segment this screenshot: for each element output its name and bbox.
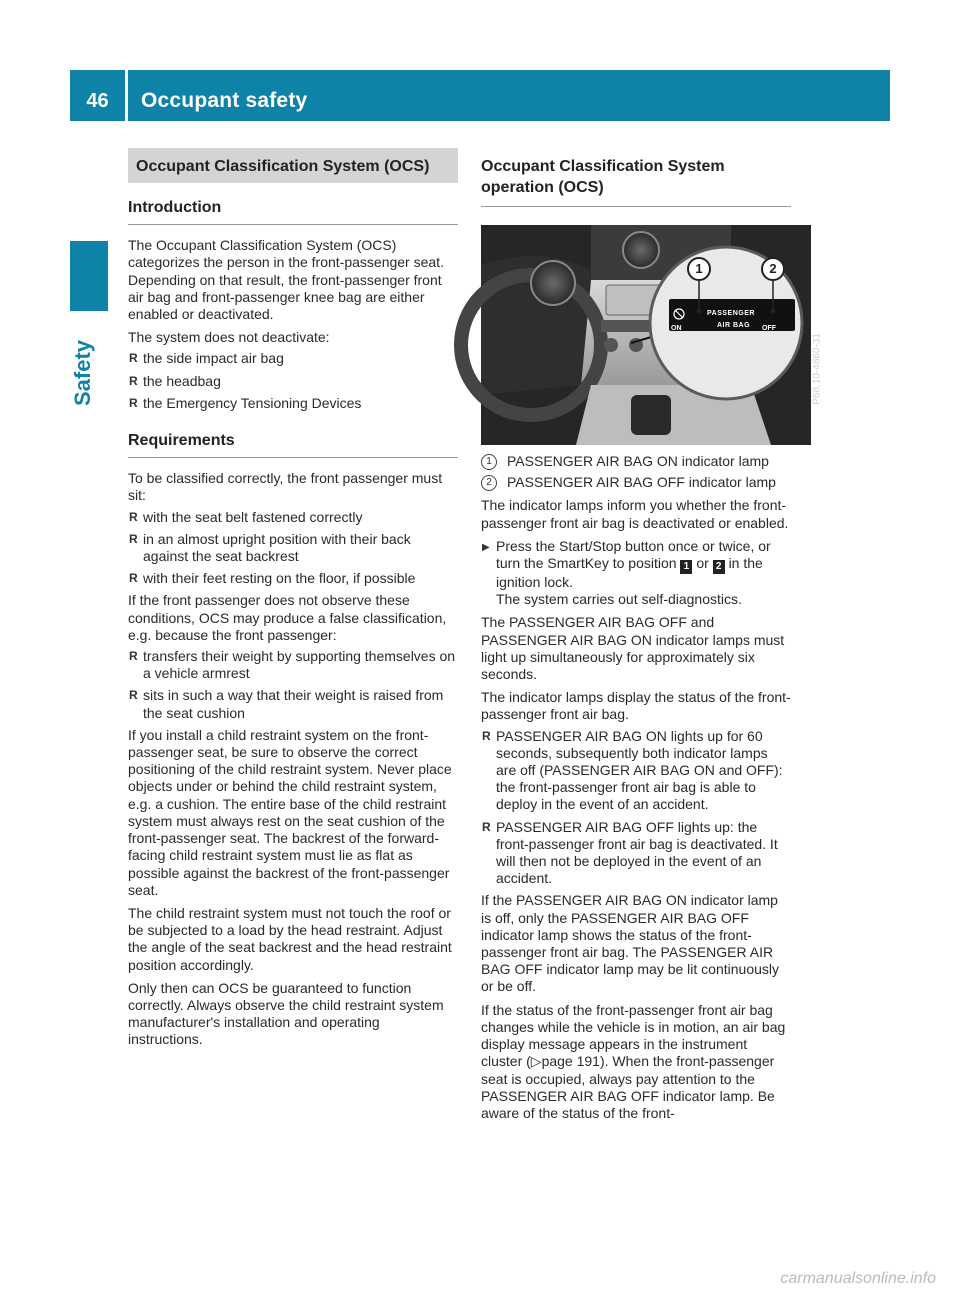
intro-paragraph: The system does not deactivate: — [128, 329, 330, 346]
list-item: R with their feet resting on the floor, if possible — [128, 570, 458, 587]
body-paragraph: The indicator lamps inform you whether the front-passenger front air bag is deactivated or enabled. — [481, 497, 789, 531]
requirements-paragraph: If the front passenger does not observe these conditions, OCS may produce a false classification, e.g. because the front passenger: — [128, 592, 447, 643]
body-paragraph: If the PASSENGER AIR BAG ON indicator lamp is off, only the PASSENGER AIR BAG OFF indicator lamp shows the status of the front-passenger front air bag. The PASSENGER AIR BAG OFF indicator lamp may be lit continuously or be off. — [481, 892, 780, 995]
status-list — [481, 728, 791, 888]
body-paragraph: The PASSENGER AIR BAG OFF and PASSENGER AIR BAG ON indicator lamps must light up simultaneously for approximately six seconds. — [481, 614, 785, 683]
intro-list — [128, 350, 458, 412]
body-paragraph — [481, 1002, 791, 1122]
key-position-1: 1 — [680, 560, 692, 574]
list-item: R the side impact air bag — [128, 350, 458, 367]
child-restraint-paragraph: The child restraint system must not touch the roof or be subjected to a load by the head restraint. Adjust the angle of the seat backrest and the head restraint position accordingly. — [128, 904, 452, 973]
ocs-title-box: Occupant Classification System (OCS) — [128, 148, 458, 183]
misclassification-list — [128, 648, 458, 722]
left-column — [128, 148, 458, 1049]
legend-number: 2 — [481, 475, 497, 491]
page-number: 46 — [86, 90, 109, 112]
section-title: Occupant safety — [141, 89, 308, 112]
legend-item-off — [481, 474, 791, 491]
list-item: R PASSENGER AIR BAG ON lights up for 60 seconds, subsequently both indicator lamps are off (PASSENGER AIR BAG ON and OFF): the front-passenger front air bag is able to deploy in the event of an accident. — [481, 728, 791, 814]
dashboard-illustration — [481, 225, 823, 445]
child-restraint-paragraph: Only then can OCS be guaranteed to function correctly. Always observe the child restraint system manufacturer's installation and operating instructions. — [128, 979, 444, 1048]
list-item: R transfers their weight by supporting themselves on a vehicle armrest — [128, 648, 458, 682]
paragraph-text: ). When the front-passenger seat is occupied, always pay attention to the PASSENGER AIR BAG OFF indicator lamp. Be aware of the status of the front- — [481, 1053, 775, 1121]
list-item: R sits in such a way that their weight is raised from the seat cushion — [128, 687, 458, 721]
instruction-step — [481, 538, 791, 609]
intro-paragraph: The Occupant Classification System (OCS) categorizes the person in the front-passenger seat. Depending on that result, the front-passenger front air bag and front-passenger knee bag are either enabled or deactivated. — [128, 237, 444, 323]
callout-1: 1 — [695, 261, 703, 276]
list-item: R the Emergency Tensioning Devices — [128, 395, 458, 412]
watermark: carmanualsonline.info — [780, 1270, 936, 1287]
side-tab-label: Safety — [70, 339, 95, 406]
step-text: Press the Start/Stop button once or twice, or turn the SmartKey to position — [496, 537, 771, 572]
legend-number: 1 — [481, 454, 497, 470]
panel-passenger-label: PASSENGER — [707, 310, 755, 317]
requirements-list — [128, 509, 458, 588]
key-position-2: 2 — [713, 560, 725, 574]
callout-2: 2 — [769, 261, 777, 276]
side-tab-marker — [70, 241, 108, 311]
paragraph-text: If the status of the front-passenger front air bag changes while the vehicle is in motion, an air bag display message appears in the instrument cluster ( — [481, 1001, 786, 1070]
legend-item-on — [481, 453, 791, 470]
step-result: The system carries out self-diagnostics. — [496, 591, 742, 608]
panel-airbag-label: AIR BAG — [717, 322, 751, 329]
child-restraint-paragraph: If you install a child restraint system on the front-passenger seat, be sure to observe the correct positioning of the child restraint system. Never place objects under or behind the child restraint system, e.g. a cushion. The entire base of the child restraint system must always rest on the seat cushion of the front-passenger seat. The backrest of the forward-facing child restraint system must lie as flat as possible against the backrest of the front-passenger seat. — [128, 726, 452, 898]
list-item: R in an almost upright position with their back against the seat backrest — [128, 531, 458, 565]
page-reference-link[interactable]: page 191 — [541, 1053, 600, 1070]
legend-text: PASSENGER AIR BAG OFF indicator lamp — [507, 474, 776, 491]
page-header — [70, 70, 890, 121]
body-paragraph: The indicator lamps display the status of the front-passenger front air bag. — [481, 689, 791, 723]
requirements-paragraph: To be classified correctly, the front passenger must sit: — [128, 470, 443, 504]
requirements-heading: Requirements — [128, 432, 458, 458]
legend-text: PASSENGER AIR BAG ON indicator lamp — [507, 453, 769, 469]
page-reference-icon: ▷ — [530, 1053, 542, 1070]
panel-on-label: ON — [671, 325, 682, 332]
list-item: R with the seat belt fastened correctly — [128, 509, 458, 526]
figure-code: P68.10-4860-31 — [812, 333, 823, 405]
step-text: or — [696, 555, 709, 572]
list-item: R PASSENGER AIR BAG OFF lights up: the front-passenger front air bag is deactivated. It will then not be deployed in the event of an accident. — [481, 819, 791, 888]
list-item: R the headbag — [128, 373, 458, 390]
header-divider — [125, 70, 128, 121]
right-column — [481, 148, 823, 1122]
introduction-heading: Introduction — [128, 199, 458, 225]
operation-heading: Occupant Classification System operation (OCS) — [481, 148, 791, 207]
panel-off-label: OFF — [762, 325, 776, 332]
step-text: in the ignition lock. — [496, 555, 763, 591]
